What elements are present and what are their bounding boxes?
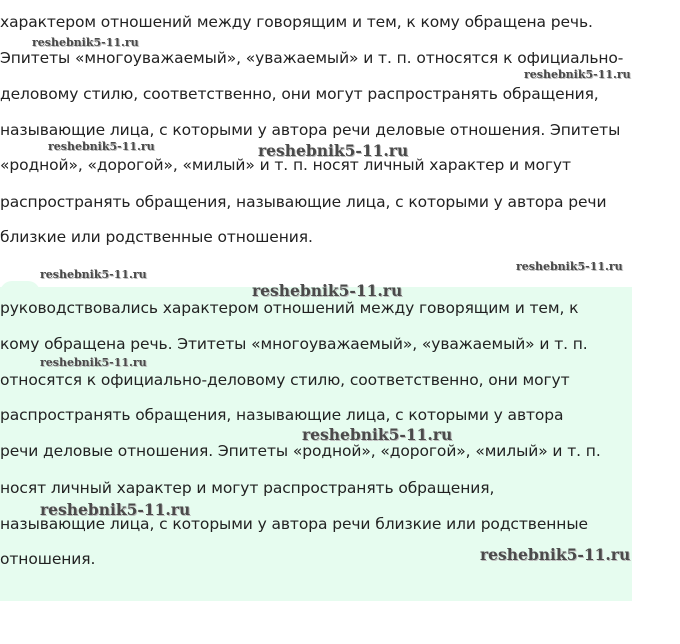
answer-text-line: распространять обращения, называющие лица, с которыми у автора [0, 406, 564, 424]
text-line: называющие лица, с которыми у автора речи деловые отношения. Эпитеты [0, 121, 621, 139]
watermark: reshebnik5-11.ru [302, 425, 453, 444]
watermark: reshebnik5-11.ru [524, 68, 631, 81]
answer-text-line: носят личный характер и могут распространять обращения, [0, 479, 495, 497]
watermark: reshebnik5-11.ru [40, 500, 191, 519]
watermark: reshebnik5-11.ru [258, 141, 409, 160]
watermark: reshebnik5-11.ru [40, 268, 147, 281]
text-line: Эпитеты «многоуважаемый», «уважаемый» и т. п. относятся к официально- [0, 49, 624, 67]
watermark: reshebnik5-11.ru [32, 36, 139, 49]
text-line: деловому стилю, соответственно, они могут распространять обращения, [0, 85, 599, 103]
answer-text-line: руководствовались характером отношений между говорящим и тем, к [0, 299, 579, 317]
watermark: reshebnik5-11.ru [480, 545, 631, 564]
text-line: близкие или родственные отношения. [0, 228, 313, 246]
text-line: распространять обращения, называющие лица, с которыми у автора речи [0, 193, 607, 211]
watermark: reshebnik5-11.ru [48, 140, 155, 153]
answer-text-line: относятся к официально-деловому стилю, соответственно, они могут [0, 371, 570, 389]
watermark: reshebnik5-11.ru [40, 356, 147, 369]
text-line: «родной», «дорогой», «милый» и т. п. носят личный характер и могут [0, 156, 571, 174]
answer-text-line: речи деловые отношения. Эпитеты «родной», «дорогой», «милый» и т. п. [0, 442, 601, 460]
text-line: характером отношений между говорящим и тем, к кому обращена речь. [0, 13, 593, 31]
answer-text-line: называющие лица, с которыми у автора речи близкие или родственные [0, 515, 588, 533]
watermark: reshebnik5-11.ru [516, 260, 623, 273]
watermark: reshebnik5-11.ru [252, 281, 403, 300]
answer-text-line: кому обращена речь. Этитеты «многоуважаемый», «уважаемый» и т. п. [0, 335, 588, 353]
answer-text-line: отношения. [0, 550, 96, 568]
